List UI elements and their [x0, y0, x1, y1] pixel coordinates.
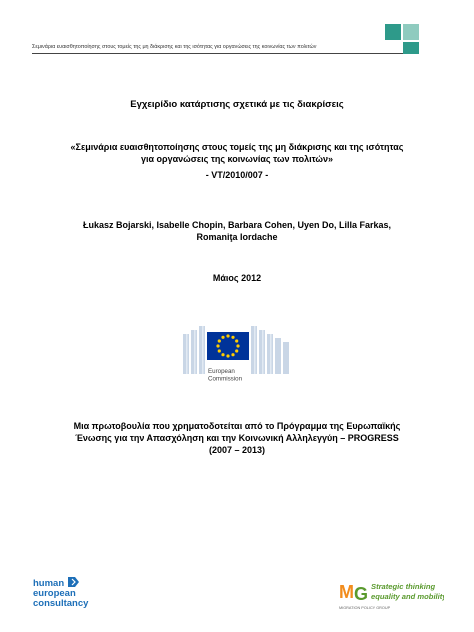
mpg-letter-g: G [354, 584, 369, 604]
publication-date: Μάιος 2012 [212, 273, 262, 283]
ec-logo-text-2: Commission [208, 375, 243, 383]
mpg-caption: MIGRATION POLICY GROUP [339, 606, 391, 610]
european-commission-logo [181, 322, 294, 391]
funding-line-1: Μια πρωτοβουλία που χρηματοδοτείται από το Πρόγραμμα της Ευρωπαϊκής [73, 421, 401, 431]
ec-logo-text-1: European [208, 368, 235, 375]
header-divider [32, 53, 410, 54]
ec-building-icon [181, 322, 294, 391]
mpg-tagline-2: equality and mobility [371, 592, 444, 601]
hec-text-2: european [33, 588, 76, 599]
hec-text-1: human [33, 578, 65, 589]
teal-square-2 [403, 24, 419, 40]
mpg-letter-m: M [339, 582, 354, 602]
subtitle-line-2: για οργανώσεις της κοινωνίας των πολιτών» [141, 154, 333, 164]
authors-line-2: Romaniţa Iordache [196, 232, 278, 242]
migration-policy-group-logo [338, 578, 444, 612]
hec-text-3: consultancy [33, 598, 89, 609]
hec-arrow-icon [68, 577, 79, 587]
mpg-tagline-1: Strategic thinking [371, 582, 436, 591]
authors [40, 219, 434, 243]
human-european-consultancy-logo [32, 574, 96, 610]
running-header: Σεμινάρια ευαισθητοποίησης στους τομείς της μη διάκρισης και της ισότητας για οργανώσεις της κοινωνίας των πολιτών [32, 44, 317, 50]
teal-square-3 [403, 42, 419, 54]
reference-number: - VT/2010/007 - [205, 170, 269, 180]
subtitle-line-1: «Σεμινάρια ευαισθητοποίησης στους τομείς της μη διάκρισης και της ισότητας [70, 142, 404, 152]
teal-square-1 [385, 24, 401, 40]
funding-line-3: (2007 – 2013) [208, 445, 266, 455]
funding-line-2: Ένωσης για την Απασχόληση και την Κοινωνική Αλληλεγγύη – PROGRESS [75, 433, 399, 443]
funding-statement [40, 420, 434, 456]
authors-line-1: Łukasz Bojarski, Isabelle Chopin, Barbara Cohen, Uyen Do, Lilla Farkas, [82, 220, 392, 230]
document-subtitle [40, 141, 434, 165]
document-title: Εγχειρίδιο κατάρτισης σχετικά με τις διακρίσεις [130, 99, 344, 110]
